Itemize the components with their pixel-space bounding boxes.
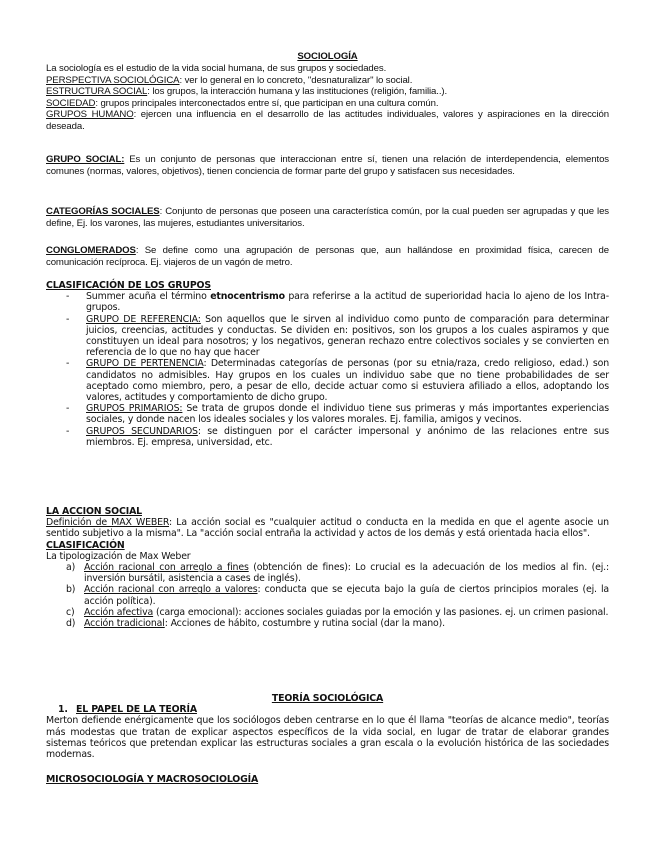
sociedad-paragraph xyxy=(46,98,609,110)
page-title: SOCIOLOGÍA xyxy=(297,51,358,62)
grupos-humano-text: : ejercen una influencia en el desarrollo de las actitudes individuales, valores y aspiraciones en la dirección deseada. xyxy=(46,109,609,132)
weber-definition-text: : La acción social es "cualquier actitud o conducta en la medida en que el agente asocie un sentido subjetivo a la misma". La "acción social entraña la actividad y actos de los demás y está orientada hacia ellos". xyxy=(46,517,609,540)
teoria-heading: TEORÍA SOCIOLÓGICA xyxy=(271,693,384,704)
list-item xyxy=(46,358,609,403)
accion-fines-term: Acción racional con arreglo a fines xyxy=(84,562,249,574)
grupos-primarios-term: GRUPOS PRIMARIOS: xyxy=(86,403,183,415)
weber-definition xyxy=(46,517,609,539)
list-label: d) xyxy=(66,618,76,630)
grupos-humano-paragraph xyxy=(46,109,609,132)
grupo-referencia-term: GRUPO DE REFERENCIA: xyxy=(86,313,201,325)
tipologizacion-text: La tipologización de Max Weber xyxy=(46,550,191,562)
item1-post: para referirse a la actitud de superioridad hacia lo ajeno de los Intra-grupos. xyxy=(86,291,609,314)
grupos-secundarios-text: : se distinguen por el carácter impersonal y anónimo de las relaciones entre sus miembros. Ej. empresa, universidad, etc. xyxy=(86,425,609,448)
accion-tradicional-text: : Acciones de hábito, costumbre y rutina social (dar la mano). xyxy=(164,618,445,630)
conglomerados-text: : Se define como una agrupación de personas que, aun hallándose en proximidad física, carecen de comunicación recíproca. Ej. viajeros de un vagón de metro. xyxy=(46,245,609,268)
accion-valores-term: Acción racional con arreglo a valores xyxy=(84,584,258,596)
teoria-subheading xyxy=(46,704,609,715)
grupos-secundarios-term: GRUPOS SECUNDARIOS xyxy=(86,425,198,437)
grupo-pertenencia-text: : Determinadas categorías de personas (por su etnia/raza, credo religioso, edad.) son candidatos no admisibles. Hay grupos en los cuales un individuo sabe que no tiene probabilidades de ser aceptado como miembro, pero, a pesar de ello, decide actuar como si estuviera afiliado a ellos, adoptando los valores, actitudes y comportamiento de dicho grupo. xyxy=(86,358,610,404)
teoria-section xyxy=(46,693,609,785)
accion-afectiva-text: (carga emocional): acciones sociales guiadas por la emoción y las pasiones. ej. un crimen pasional. xyxy=(153,606,609,618)
list-item xyxy=(46,584,609,606)
subheading-text: EL PAPEL DE LA TEORÍA xyxy=(76,704,197,716)
list-item xyxy=(46,618,609,629)
intro-section xyxy=(46,63,609,133)
accion-fines-text: (obtención de fines): Lo crucial es la adecuación de los medios al fin. (ej.: inversión bursátil, asistencia a cases de inglés). xyxy=(84,562,609,585)
subheading-number: 1. xyxy=(58,704,68,716)
list-item xyxy=(46,291,609,313)
etnocentrismo-term: etnocentrismo xyxy=(210,291,285,303)
perspectiva-text: : ver lo general en lo concreto, "desnaturalizar" lo social. xyxy=(179,74,413,86)
grupos-humano-term: GRUPOS HUMANO xyxy=(46,109,134,121)
list-dash: - xyxy=(66,425,70,437)
accion-valores-text: : conducta que se ejecuta bajo la guía de ciertos principios morales (ej. la acción política). xyxy=(84,584,609,607)
sociedad-text: : grupos principales interconectados entre sí, que participan en una cultura común. xyxy=(95,97,439,109)
sociedad-term: SOCIEDAD xyxy=(46,97,96,109)
clasificacion-grupos-heading: CLASIFICACIÓN DE LOS GRUPOS xyxy=(46,280,211,291)
list-item xyxy=(46,403,609,425)
accion-social-heading: LA ACCION SOCIAL xyxy=(46,506,142,517)
list-label: c) xyxy=(66,606,75,618)
list-dash: - xyxy=(66,403,70,415)
list-item xyxy=(46,426,609,448)
categorias-paragraph xyxy=(46,206,609,229)
list-dash: - xyxy=(66,291,70,303)
clasificacion-heading: CLASIFICACIÓN xyxy=(46,539,125,551)
item1-pre: Summer acuña el término xyxy=(86,291,211,303)
accion-tradicional-term: Acción tradicional xyxy=(84,618,165,630)
clasificacion-grupos-section xyxy=(46,280,609,448)
grupo-pertenencia-term: GRUPO DE PERTENENCIA xyxy=(86,358,204,370)
grupo-social-term: GRUPO SOCIAL: xyxy=(46,154,125,165)
merton-paragraph: Merton defiende enérgicamente que los sociólogos deben centrarse en lo que él llama "teorías de alcance medio", teorías más modestas que tratan de explicar aspectos específicos de la vida social, en lugar de tratar de elaborar grandes sistemas teóricos que pretendan explicar las estructuras sociales a gran escala o la evolución histórica de las sociedades modernas. xyxy=(46,715,609,761)
weber-definition-term: Definición de MAX WEBER xyxy=(46,517,169,529)
micro-macro-heading: MICROSOCIOLOGÍA Y MACROSOCIOLOGÍA xyxy=(46,774,259,786)
grupo-referencia-text: Son aquellos que le sirven al individuo como punto de comparación para determinar juicios, creencias, actitudes y conductas. Se dividen en: positivos, son los grupos a los cuales aspiramos y que constituyen un ideal para nosotros; y los negativos, generan rechazo entre colectivos sociales y se convierten en referencia de lo que no hay que hacer xyxy=(86,313,609,359)
list-label: a) xyxy=(66,562,76,574)
grupos-primarios-text: Se trata de grupos donde el individuo tiene sus primeras y más importantes experiencias sociales, y donde nacen los ideales sociales y los valores morales. Ej. familia, amigos y vecinos. xyxy=(86,403,609,426)
intro-definition: La sociología es el estudio de la vida social humana, de sus grupos y sociedades. xyxy=(46,63,387,74)
grupo-social-text: Es un conjunto de personas que interaccionan entre sí, tienen una relación de interdependencia, elementos comunes (normas, valores, objetivos), tienen conciencia de formar parte del grupo y satisfacen sus necesidades. xyxy=(46,154,610,177)
accion-social-section xyxy=(46,506,609,629)
conglomerados-term: CONGLOMERADOS xyxy=(46,245,136,256)
accion-afectiva-term: Acción afectiva xyxy=(84,606,154,618)
conglomerados-paragraph xyxy=(46,245,609,268)
estructura-paragraph xyxy=(46,86,609,98)
list-item xyxy=(46,607,609,618)
categorias-text: : Conjunto de personas que poseen una característica común, por la cual pueden ser agrupadas y que les define, Ej. los varones, las mujeres, estudiantes universitarios. xyxy=(46,206,610,229)
estructura-text: : los grupos, la interacción humana y las instituciones (religión, familia..). xyxy=(147,86,448,98)
list-label: b) xyxy=(66,584,76,596)
list-dash: - xyxy=(66,358,70,370)
categorias-term: CATEGORÍAS SOCIALES xyxy=(46,206,160,217)
perspectiva-paragraph xyxy=(46,75,609,87)
estructura-term: ESTRUCTURA SOCIAL xyxy=(46,86,148,98)
list-item xyxy=(46,562,609,584)
grupo-social-paragraph xyxy=(46,154,609,177)
list-item xyxy=(46,314,609,359)
perspectiva-term: PERSPECTIVA SOCIOLÓGICA xyxy=(46,74,180,86)
list-dash: - xyxy=(66,313,70,325)
